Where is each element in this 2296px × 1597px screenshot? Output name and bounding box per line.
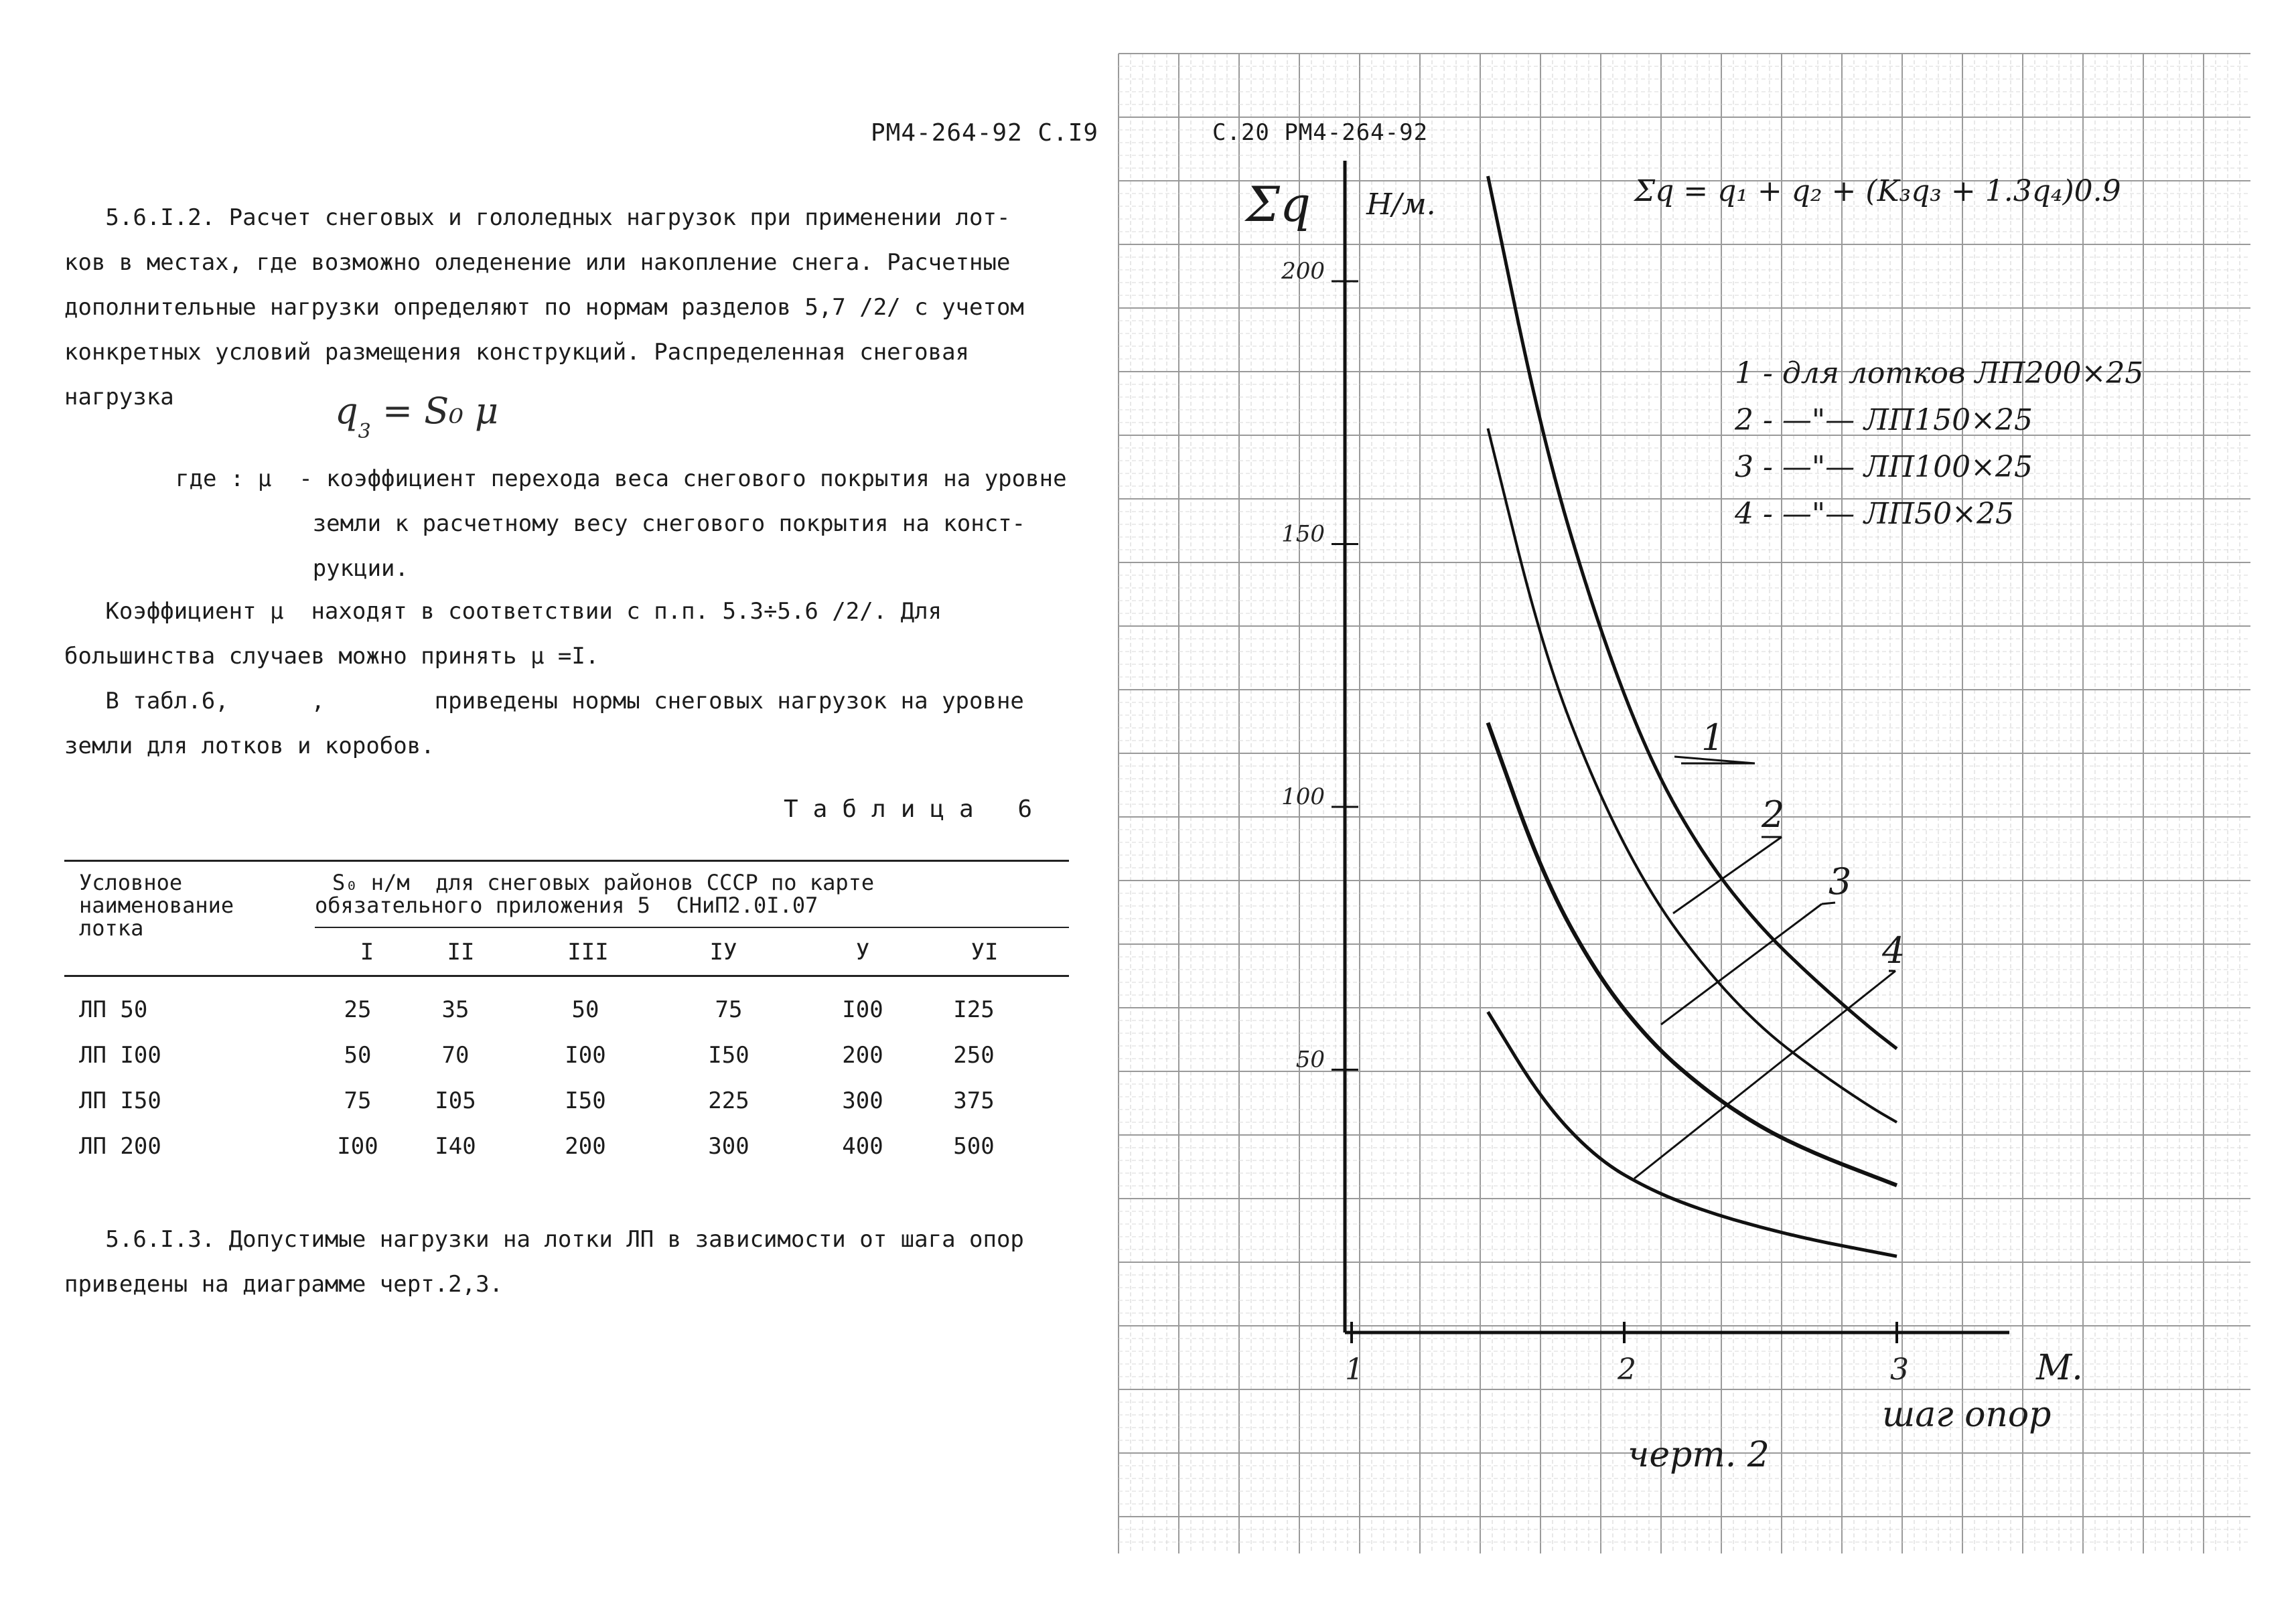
chart-curves: [1488, 176, 1897, 1256]
series-3-curve: [1488, 723, 1897, 1185]
chart-labels: [1244, 174, 2143, 1475]
chart-formula: Σq = q₁ + q₂ + (K₃q₃ + 1.3q₄)0.9: [1634, 174, 2121, 208]
left-page: [0, 0, 1112, 1597]
curve-label-3: 3: [1828, 860, 1852, 903]
y-tick-label: 150: [1281, 520, 1325, 548]
chart-axes: [1281, 161, 2009, 1387]
cell-value: 250: [953, 1042, 995, 1069]
text-line: большинства случаев можно принять μ =I.: [64, 643, 599, 670]
leader-underline: [1822, 903, 1835, 904]
header-col1-line: наименование: [79, 893, 234, 918]
chart-title: черт. 2: [1628, 1435, 1770, 1475]
row-name: ЛП I00: [79, 1042, 161, 1069]
y-tick-label: 50: [1295, 1046, 1325, 1073]
text-line: нагрузка: [64, 384, 174, 410]
header-col1-line: Условное: [79, 870, 183, 895]
cell-value: 300: [708, 1133, 749, 1160]
cell-value: 75: [344, 1087, 372, 1114]
formula-q3: $q_3 = S_0$ μ: [335, 390, 499, 443]
y-tick-label: 100: [1281, 783, 1325, 810]
cell-value: I05: [435, 1087, 476, 1114]
text-line: 5.6.I.2. Расчет снеговых и гололедных нагрузок при применении лот-: [64, 204, 1011, 231]
table-caption: Таблица 6: [784, 795, 1048, 823]
cell-value: 200: [565, 1133, 606, 1160]
legend-entry: 3 - —"— ЛП100×25: [1735, 450, 2033, 484]
x-axis-unit: М.: [2036, 1348, 2083, 1388]
text-line: Коэффициент μ находят в соответствии с п.п. 5.3÷5.6 /2/. Для: [64, 598, 942, 625]
y-axis-label: Σq: [1246, 176, 1311, 232]
header-span-line: S₀ н/м для снеговых районов СССР по карте: [332, 870, 875, 895]
district-header: УI: [971, 939, 999, 966]
page-header: РМ4-264-92 С.I9: [871, 119, 1099, 147]
text-line: ков в местах, где возможно оледенение или накопление снега. Расчетные: [64, 249, 1011, 276]
row-name: ЛП 200: [79, 1133, 161, 1160]
cell-value: 35: [441, 996, 470, 1023]
text-line: где : μ - коэффициент перехода веса снегового покрытия на уровне: [175, 465, 1067, 492]
district-header: III: [567, 939, 609, 966]
text-line: рукции.: [175, 555, 409, 582]
cell-value: 300: [842, 1087, 883, 1114]
text-line: земли для лотков и коробов.: [64, 733, 435, 759]
text-line: приведены на диаграмме черт.2,3.: [64, 1271, 504, 1298]
cell-value: I50: [565, 1087, 606, 1114]
x-tick-label: 1: [1345, 1353, 1364, 1387]
curve-label-4: 4: [1882, 929, 1906, 972]
legend-entry: 2 - —"— ЛП150×25: [1735, 403, 2033, 437]
cell-value: I00: [565, 1042, 606, 1069]
series-4-curve: [1488, 1012, 1897, 1256]
header-bottom-rule: [64, 975, 1069, 977]
district-header: I: [360, 939, 374, 966]
cell-value: 400: [842, 1133, 883, 1160]
header-col1-line: лотка: [79, 915, 144, 941]
cell-value: I50: [708, 1042, 749, 1069]
cell-value: 375: [953, 1087, 995, 1114]
x-tick-label: 2: [1618, 1353, 1636, 1387]
cell-value: 200: [842, 1042, 883, 1069]
cell-value: I25: [953, 996, 995, 1023]
cell-value: 25: [344, 996, 372, 1023]
curve-label-1: 1: [1701, 716, 1725, 759]
diagram-svg: [1112, 0, 2296, 1597]
cell-value: 75: [715, 996, 743, 1023]
legend-entry: 1 - для лотков ЛП200×25: [1735, 356, 2144, 390]
district-header: У: [855, 939, 870, 966]
legend-entry: 4 - —"— ЛП50×25: [1735, 497, 2014, 531]
text-line: земли к расчетному весу снегового покрытия на конст-: [175, 510, 1026, 537]
row-name: ЛП 50: [79, 996, 148, 1023]
cell-value: I00: [842, 996, 883, 1023]
header-span-line: обязательного приложения 5 СНиП2.0I.07: [315, 893, 818, 918]
x-tick-label: 3: [1890, 1353, 1909, 1387]
text-line: 5.6.I.3. Допустимые нагрузки на лотки ЛП в зависимости от шага опор: [64, 1226, 1024, 1253]
x-axis-label: шаг опор: [1882, 1395, 2052, 1435]
district-header: IУ: [709, 939, 737, 966]
cell-value: I00: [337, 1133, 378, 1160]
page-header-right: С.20 РМ4-264-92: [1212, 119, 1429, 146]
cell-value: 500: [953, 1133, 995, 1160]
y-tick-label: 200: [1281, 258, 1325, 285]
cell-value: 70: [441, 1042, 470, 1069]
series-1-curve: [1488, 176, 1897, 1049]
cell-value: 50: [571, 996, 599, 1023]
cell-value: 225: [708, 1087, 749, 1114]
table-top-rule: [64, 860, 1069, 862]
cell-value: I40: [435, 1133, 476, 1160]
text-line: конкретных условий размещения конструкций. Распределенная снеговая: [64, 339, 970, 366]
cell-value: 50: [344, 1042, 372, 1069]
header-mid-rule: [315, 927, 1069, 928]
right-page: [1112, 0, 2296, 1597]
district-header: II: [447, 939, 475, 966]
curve-label-2: 2: [1762, 793, 1785, 836]
leader-line: [1673, 837, 1782, 913]
text-line: дополнительные нагрузки определяют по нормам разделов 5,7 /2/ с учетом: [64, 294, 1024, 321]
row-name: ЛП I50: [79, 1087, 161, 1114]
text-line: В табл.6, , приведены нормы снеговых нагрузок на уровне: [64, 688, 1024, 714]
y-axis-unit: Н/м.: [1366, 187, 1436, 222]
